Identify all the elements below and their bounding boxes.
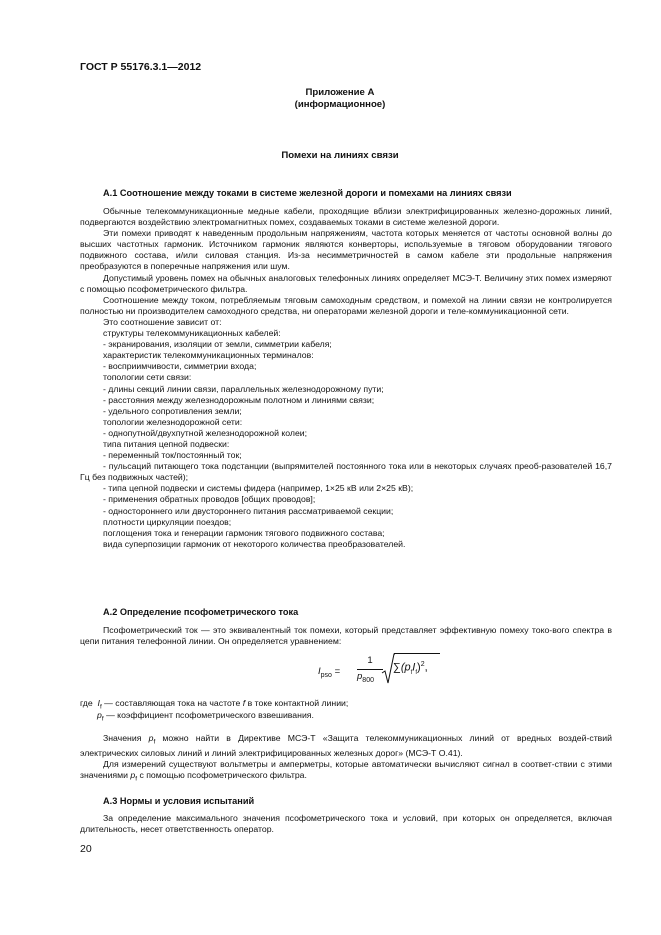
paragraph: Соотношение между током, потребляемым тяговым самоходным средством, и помехой на линии связи не контролируется полностью ни производителем самоходного средства, ни операторами железной дороги и теле-коммуникационной сети. <box>80 294 612 316</box>
list-item: - применения обратных проводов [общих проводов]; <box>103 494 316 505</box>
section-a1-title: А.1 Соотношение между токами в системе железной дороги и помехами на линиях связи <box>103 188 512 198</box>
list-item: - переменный ток/постоянный ток; <box>103 450 242 461</box>
paragraph: Псофометрический ток — это эквивалентный ток помехи, который представляет эффективную помеху токо-вого спектра в цепи питания телефонной линии. Он определяется уравнением: <box>80 625 612 647</box>
formula-denominator: p <box>357 671 363 682</box>
formula-denominator-sub: 800 <box>362 676 374 684</box>
where-text: — составляющая тока на частоте <box>101 698 243 708</box>
list-item: - расстояния между железнодорожным полотном и линиями связи; <box>103 394 375 405</box>
where-f: f <box>242 698 246 708</box>
paragraph: Обычные телекоммуникационные медные кабели, проходящие вблизи электрифицированных железно-дорожных линий, подвергаются воздействию электромагнитных помех, создаваемых токами в системе железной дороги. <box>80 206 612 228</box>
where-label: где <box>80 698 93 708</box>
symbol-sub: f <box>153 738 156 746</box>
paragraph: За определение максимального значения псофометрического тока и условий, при которых он определяется, включая длительность, несет ответственность оператор. <box>80 813 612 835</box>
appendix-note: (информационное) <box>294 99 386 110</box>
paragraph: Эти помехи приводят к наведенным продольным напряжениям, частота которых меняется от частоты основной волны до высших частотных гармоник. Источником гармоник являются конверторы, используемые в тяговом оборудовании тягового подвижного состава, и/или силовая станция. Из-за несимметричностей в самом кабеле эти продольные напряжения преобразуются в поперечные напряжения или шум. <box>80 228 612 272</box>
paragraph <box>80 759 612 785</box>
appendix-title: Приложение А <box>305 87 375 98</box>
list-item: - однопутной/двухпутной железнодорожной колеи; <box>103 427 308 438</box>
formula-numerator: 1 <box>367 655 373 666</box>
where-line-2 <box>97 710 314 725</box>
paragraph <box>80 733 612 759</box>
symbol: p <box>148 733 154 743</box>
list-item: - длины секций линии связи, параллельных железнодорожному пути; <box>103 383 384 394</box>
symbol-sub: f <box>135 775 138 783</box>
list-item: - удельного сопротивления земли; <box>103 405 242 416</box>
section-a1-body <box>80 206 612 550</box>
section-a3-title: А.3 Нормы и условия испытаний <box>103 796 255 806</box>
formula-close: ) <box>417 661 421 674</box>
list-item: типа питания цепной подвески: <box>103 438 230 449</box>
list-item: - одностороннего или двустороннего питания рассматриваемой секции; <box>103 505 394 516</box>
paragraph: Допустимый уровень помех на обычных аналоговых телефонных линиях определяет МСЭ-Т. Величину этих помех измеряют с помощью псофометрического фильтра. <box>80 272 612 294</box>
where-symbol-sub: f <box>99 703 102 711</box>
where-text: — коэффициент псофометрического взвешивания. <box>103 710 314 720</box>
section-a2-intro <box>80 625 612 647</box>
text: Значения <box>103 733 149 743</box>
list-item: - пульсаций питающего тока подстанции (выпрямителей постоянного тока или в некоторых случаях преоб-разователей 16,7 Гц без подвижных частей); <box>80 461 612 483</box>
where-symbol: I <box>97 698 100 708</box>
formula-lhs-sub: pso <box>320 671 332 679</box>
psophometric-formula: $I_{pso}$ = 1 $p_{800}$ $\sum(p_fI_f)^2$, <box>318 653 428 693</box>
where-symbol: p <box>97 710 102 720</box>
list-item: топологии железнодорожной сети: <box>103 416 243 427</box>
formula-term2: I <box>412 661 416 674</box>
standard-header: ГОСТ Р 55176.3.1—2012 <box>80 61 202 73</box>
section-a3-body <box>80 813 612 835</box>
list-item: вида суперпозиции гармоник от некоторого количества преобразователей. <box>103 538 406 549</box>
list-item: - восприимчивости, симметрии входа; <box>103 361 257 372</box>
formula-term-sub: f <box>410 669 413 676</box>
formula-term: (p <box>400 661 411 674</box>
formula-term2-sub: f <box>415 669 418 676</box>
page-number: 20 <box>80 843 92 855</box>
list-item: топологии сети связи: <box>103 372 192 383</box>
text: можно найти в Директиве МСЭ-Т «Защита телекоммуникационных линий от вредных воздей-ствий электрических силовых линий и линий электрифицированных железных дорог» (МСЭ-Т О.41). <box>80 733 613 758</box>
list-item: - экранирования, изоляции от земли, симметрии кабеля; <box>103 339 332 350</box>
where-symbol-sub: f <box>101 715 104 723</box>
list-item: плотности циркуляции поездов; <box>103 516 232 527</box>
formula-sum: ∑ <box>393 661 401 674</box>
symbol: p <box>130 770 136 781</box>
formula-exponent: 2 <box>420 661 425 668</box>
main-title: Помехи на линиях связи <box>281 150 399 161</box>
formula-lhs: I <box>318 666 321 677</box>
section-a2-title: А.2 Определение псофометрического тока <box>103 607 299 617</box>
list-item: Это соотношение зависит от: <box>103 316 222 327</box>
text: с помощью псофометрического фильтра. <box>137 770 307 781</box>
list-item: характеристик телекоммуникационных терминалов: <box>103 350 314 361</box>
list-item: - типа цепной подвески и системы фидера (например, 1×25 кВ или 2×25 кВ); <box>103 483 414 494</box>
list-item: структуры телекоммуникационных кабелей: <box>103 328 281 339</box>
where-end: в токе контактной линии; <box>245 698 349 708</box>
section-a2-body <box>80 733 612 785</box>
list-item: поглощения тока и генерации гармоник тягового подвижного состава; <box>103 527 385 538</box>
formula-comma: , <box>424 661 428 674</box>
text: Для измерений существуют вольтметры и амперметры, которые автоматически вычисляют сигнал в соответ-ствии с этими значениями <box>80 758 612 781</box>
